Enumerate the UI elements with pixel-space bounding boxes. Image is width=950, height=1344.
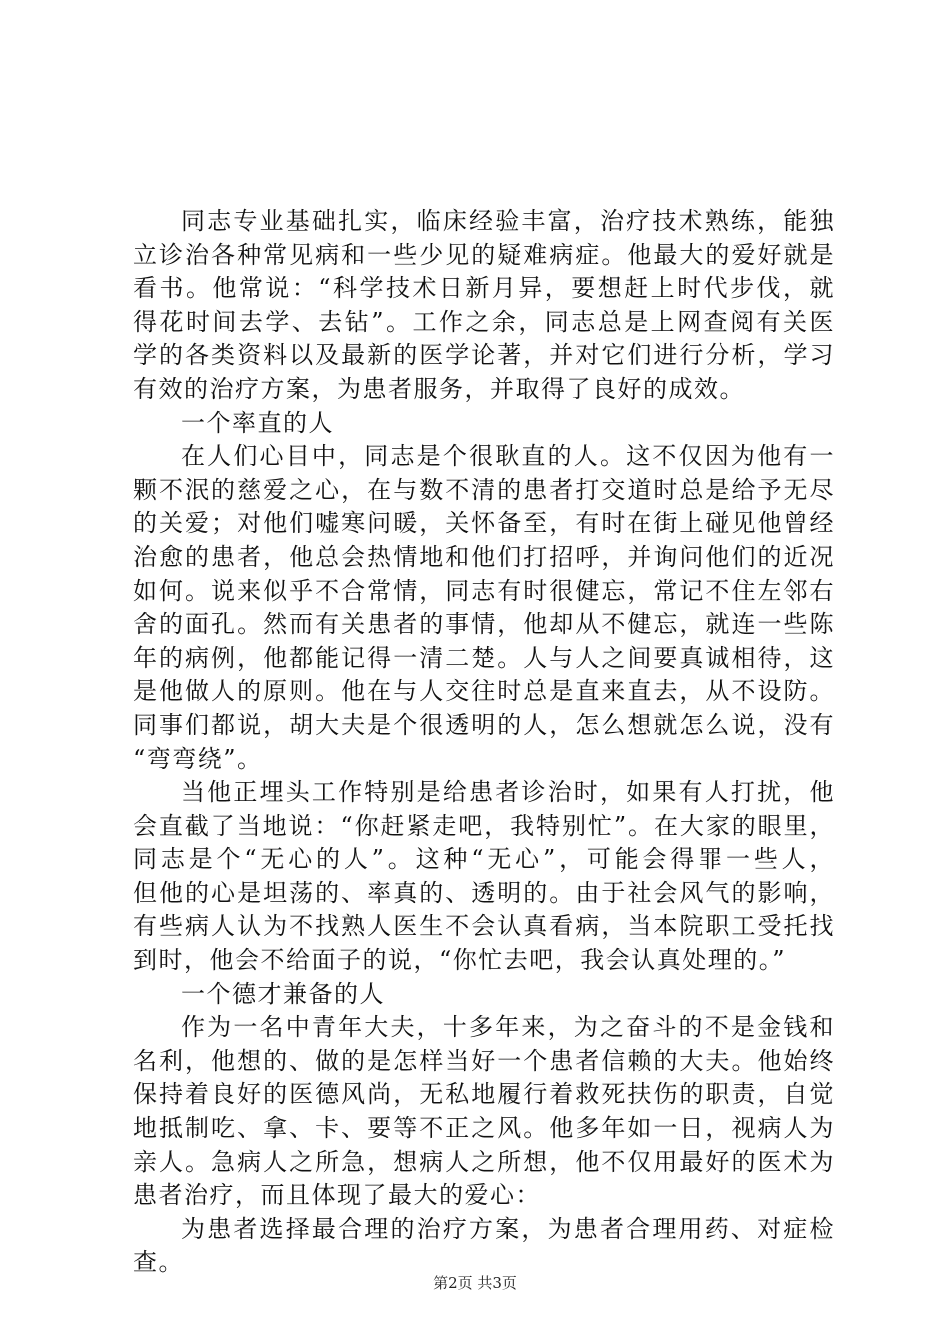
text-line: 会直截了当地说：“你赶紧走吧，我特别忙”。在大家的眼里， (133, 811, 835, 840)
text-line: 一个率直的人 (181, 408, 334, 437)
text-line: 患者治疗，而且体现了最大的爱心： (133, 1181, 541, 1210)
text-line: 同志是个“无心的人”。这种“无心”，可能会得罪一些人， (133, 845, 835, 874)
text-line: 年的病例，他都能记得一清二楚。人与人之间要真诚相待，这 (133, 643, 835, 672)
text-line: 地抵制吃、拿、卡、要等不正之风。他多年如一日，视病人为 (133, 1114, 835, 1143)
text-line: 同事们都说，胡大夫是个很透明的人，怎么想就怎么说，没有 (133, 710, 835, 739)
text-line: 在人们心目中，同志是个很耿直的人。这不仅因为他有一 (181, 442, 835, 471)
document-body (133, 205, 835, 1280)
text-line: 亲人。急病人之所急，想病人之所想，他不仅用最好的医术为 (133, 1147, 835, 1176)
text-line: 舍的面孔。然而有关患者的事情，他却从不健忘，就连一些陈 (133, 610, 835, 639)
text-line: 有些病人认为不找熟人医生不会认真看病，当本院职工受托找 (133, 912, 835, 941)
text-line: 当他正埋头工作特别是给患者诊治时，如果有人打扰，他 (181, 778, 835, 807)
text-line: 立诊治各种常见病和一些少见的疑难病症。他最大的爱好就是 (133, 240, 835, 269)
text-line: 查。 (133, 1248, 184, 1277)
text-line: 是他做人的原则。他在与人交往时总是直来直去，从不设防。 (133, 677, 835, 706)
text-line: 看书。他常说：“科学技术日新月异，要想赶上时代步伐，就 (133, 274, 835, 303)
text-line: 有效的治疗方案，为患者服务，并取得了良好的成效。 (133, 374, 745, 403)
text-line: 保持着良好的医德风尚，无私地履行着救死扶伤的职责，自觉 (133, 1080, 835, 1109)
text-line: “弯弯绕”。 (133, 744, 263, 773)
text-line: 同志专业基础扎实，临床经验丰富，治疗技术熟练，能独 (181, 207, 835, 235)
text-line: 作为一名中青年大夫，十多年来，为之奋斗的不是金钱和 (181, 1013, 835, 1042)
page-footer: 第2页 共3页 (433, 1274, 517, 1292)
text-line: 名利，他想的、做的是怎样当好一个患者信赖的大夫。他始终 (133, 1046, 835, 1075)
text-line: 为患者选择最合理的治疗方案，为患者合理用药、对症检 (181, 1214, 835, 1243)
text-line: 学的各类资料以及最新的医学论著，并对它们进行分析，学习 (133, 341, 835, 370)
text-line: 颗不泯的慈爱之心，在与数不清的患者打交道时总是给予无尽 (133, 475, 835, 504)
text-line: 的关爱；对他们嘘寒问暖，关怀备至，有时在街上碰见他曾经 (133, 509, 835, 538)
text-line: 得花时间去学、去钻”。工作之余，同志总是上网查阅有关医 (133, 307, 835, 336)
text-line: 到时，他会不给面子的说，“你忙去吧，我会认真处理的。” (133, 946, 787, 975)
text-line: 如何。说来似乎不合常情，同志有时很健忘，常记不住左邻右 (133, 576, 835, 605)
text-line: 一个德才兼备的人 (181, 979, 385, 1008)
text-line: 但他的心是坦荡的、率真的、透明的。由于社会风气的影响， (133, 878, 835, 907)
text-line: 治愈的患者，他总会热情地和他们打招呼，并询问他们的近况 (133, 542, 835, 571)
